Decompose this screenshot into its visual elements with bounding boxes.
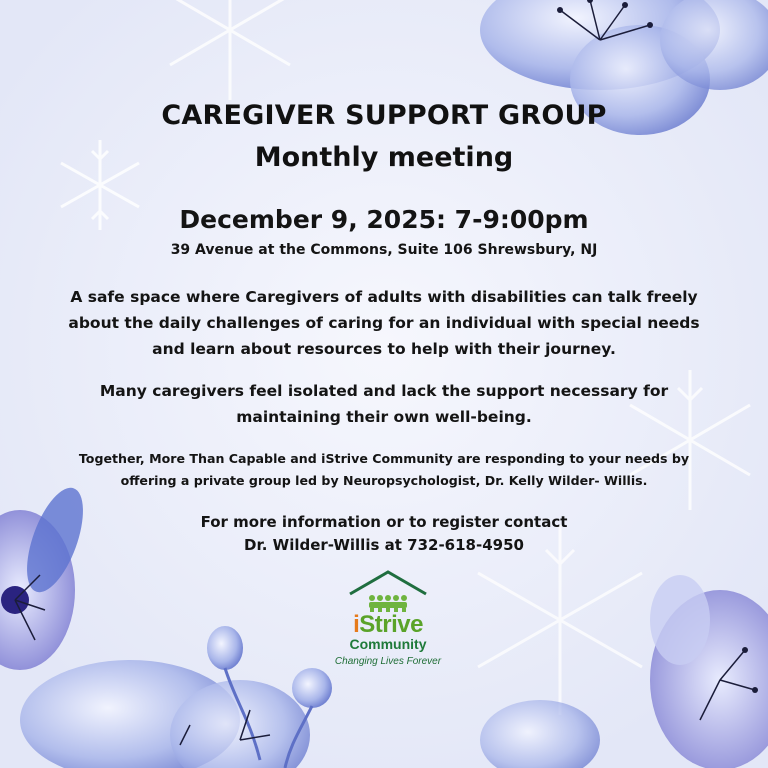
flyer-subtitle: Monthly meeting xyxy=(254,142,514,173)
isolation-line: maintaining their own well-being. xyxy=(236,408,532,426)
contact-line: For more information or to register contact xyxy=(200,513,568,531)
brand-tagline: Changing Lives Forever xyxy=(334,656,442,667)
isolation-paragraph xyxy=(60,378,708,430)
description-line: and learn about resources to help with their journey. xyxy=(152,340,616,358)
partners-line: Together, More Than Capable and iStrive Community are responding to your needs by xyxy=(78,451,690,466)
brand-community: Community xyxy=(349,636,427,652)
brand-name xyxy=(326,612,450,638)
description-paragraph xyxy=(60,284,708,362)
istrive-logo xyxy=(326,568,450,672)
event-date-time: December 9, 2025: 7-9:00pm xyxy=(179,205,589,234)
contact-line: Dr. Wilder-Willis at 732-618-4950 xyxy=(244,536,524,554)
description-line: A safe space where Caregivers of adults with disabilities can talk freely xyxy=(70,288,698,306)
house-with-people-icon xyxy=(326,568,450,614)
description-line: about the daily challenges of caring for an individual with special needs xyxy=(68,314,700,332)
partners-paragraph xyxy=(40,448,728,492)
flyer-title: CAREGIVER SUPPORT GROUP xyxy=(161,100,607,131)
brand-i: i xyxy=(353,611,360,638)
partners-line: offering a private group led by Neuropsychologist, Dr. Kelly Wilder- Willis. xyxy=(120,473,648,488)
contact-paragraph xyxy=(60,511,708,557)
brand-rest: Strive xyxy=(359,611,423,638)
event-address: 39 Avenue at the Commons, Suite 106 Shrewsbury, NJ xyxy=(170,242,598,258)
isolation-line: Many caregivers feel isolated and lack the support necessary for xyxy=(99,382,669,400)
